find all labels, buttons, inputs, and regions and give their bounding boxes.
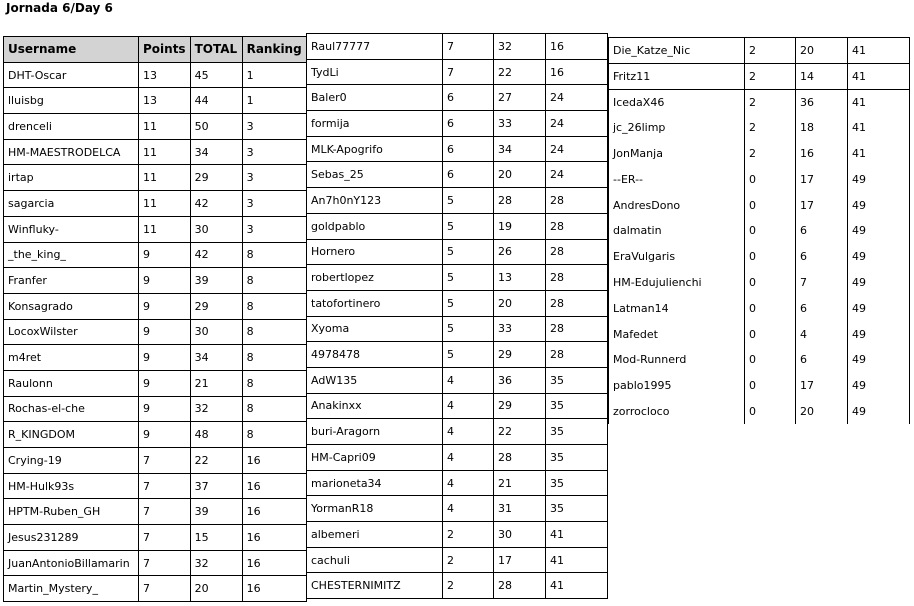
ranking-cell: 35 (546, 419, 608, 445)
header-ranking: Ranking (242, 37, 306, 63)
total-cell: 20 (494, 162, 546, 188)
total-cell: 18 (796, 115, 848, 141)
points-cell: 9 (139, 319, 191, 345)
username-cell: irtap (4, 165, 139, 191)
table-row (609, 115, 910, 141)
username-cell: buri-Aragorn (307, 419, 443, 445)
table-row (4, 396, 307, 422)
table-row (307, 393, 608, 419)
ranking-cell: 28 (546, 290, 608, 316)
total-cell: 34 (494, 136, 546, 162)
points-cell: 6 (443, 111, 494, 137)
total-cell: 42 (190, 242, 242, 268)
ranking-cell: 41 (546, 522, 608, 548)
total-cell: 17 (796, 166, 848, 192)
ranking-cell: 24 (546, 136, 608, 162)
total-cell: 20 (494, 290, 546, 316)
table-row (307, 342, 608, 368)
total-cell: 20 (796, 38, 848, 64)
ranking-cell: 3 (242, 114, 306, 140)
points-cell: 7 (443, 59, 494, 85)
username-cell: TydLi (307, 59, 443, 85)
total-cell: 16 (796, 141, 848, 167)
username-cell: sagarcia (4, 191, 139, 217)
table-row (307, 59, 608, 85)
table-row (4, 216, 307, 242)
points-cell: 4 (443, 445, 494, 471)
ranking-cell: 16 (242, 448, 306, 474)
points-cell: 9 (139, 293, 191, 319)
username-cell: Franfer (4, 268, 139, 294)
total-cell: 17 (494, 547, 546, 573)
username-cell: DHT-Oscar (4, 62, 139, 88)
ranking-cell: 24 (546, 162, 608, 188)
username-cell: Jesus231289 (4, 525, 139, 551)
ranking-cell: 8 (242, 242, 306, 268)
table-row (307, 522, 608, 548)
ranking-cell: 49 (848, 321, 910, 347)
table-row (609, 244, 910, 270)
total-cell: 30 (494, 522, 546, 548)
username-cell: m4ret (4, 345, 139, 371)
ranking-cell: 8 (242, 396, 306, 422)
total-cell: 30 (190, 216, 242, 242)
total-cell: 33 (494, 111, 546, 137)
table-row (609, 347, 910, 373)
points-cell: 9 (139, 345, 191, 371)
points-cell: 9 (139, 370, 191, 396)
username-cell: EraVulgaris (609, 244, 745, 270)
ranking-cell: 49 (848, 244, 910, 270)
points-cell: 4 (443, 496, 494, 522)
table-row (609, 141, 910, 167)
points-cell: 0 (745, 347, 796, 373)
ranking-cell: 41 (848, 63, 910, 89)
username-cell: Fritz11 (609, 63, 745, 89)
points-cell: 9 (139, 242, 191, 268)
total-cell: 33 (494, 316, 546, 342)
username-cell: Mod-Runnerd (609, 347, 745, 373)
username-cell: Latman14 (609, 295, 745, 321)
total-cell: 29 (190, 165, 242, 191)
points-cell: 5 (443, 342, 494, 368)
username-cell: lluisbg (4, 88, 139, 114)
username-cell: _the_king_ (4, 242, 139, 268)
table-row (307, 573, 608, 599)
table-row (609, 321, 910, 347)
ranking-cell: 49 (848, 192, 910, 218)
table-row (4, 139, 307, 165)
ranking-cell: 1 (242, 88, 306, 114)
username-cell: Raulonn (4, 370, 139, 396)
username-cell: HM-Hulk93s (4, 473, 139, 499)
points-cell: 11 (139, 139, 191, 165)
points-cell: 0 (745, 295, 796, 321)
total-cell: 50 (190, 114, 242, 140)
points-cell: 0 (745, 244, 796, 270)
ranking-cell: 3 (242, 139, 306, 165)
points-cell: 2 (443, 522, 494, 548)
table-row (4, 499, 307, 525)
total-cell: 21 (494, 470, 546, 496)
table-row (307, 547, 608, 573)
username-cell: Sebas_25 (307, 162, 443, 188)
total-cell: 34 (190, 345, 242, 371)
username-cell: formija (307, 111, 443, 137)
points-cell: 0 (745, 373, 796, 399)
username-cell: tatofortinero (307, 290, 443, 316)
points-cell: 7 (139, 473, 191, 499)
total-cell: 27 (494, 85, 546, 111)
username-cell: MLK-Apogrifo (307, 136, 443, 162)
table-row (307, 34, 608, 60)
ranking-cell: 16 (546, 34, 608, 60)
ranking-cell: 35 (546, 470, 608, 496)
points-cell: 2 (745, 63, 796, 89)
ranking-cell: 16 (242, 499, 306, 525)
points-cell: 5 (443, 290, 494, 316)
points-cell: 7 (139, 448, 191, 474)
total-cell: 6 (796, 218, 848, 244)
total-cell: 32 (190, 550, 242, 576)
table-row (4, 422, 307, 448)
ranking-cell: 49 (848, 218, 910, 244)
total-cell: 29 (494, 342, 546, 368)
points-cell: 0 (745, 399, 796, 425)
table-row (4, 191, 307, 217)
points-cell: 13 (139, 88, 191, 114)
username-cell: CHESTERNIMITZ (307, 573, 443, 599)
header-username: Username (4, 37, 139, 63)
total-cell: 45 (190, 62, 242, 88)
username-cell: R_KINGDOM (4, 422, 139, 448)
table-row (609, 192, 910, 218)
points-cell: 2 (745, 141, 796, 167)
ranking-cell: 35 (546, 367, 608, 393)
total-cell: 42 (190, 191, 242, 217)
ranking-cell: 1 (242, 62, 306, 88)
total-cell: 28 (494, 445, 546, 471)
username-cell: 4978478 (307, 342, 443, 368)
ranking-cell: 28 (546, 265, 608, 291)
total-cell: 21 (190, 370, 242, 396)
username-cell: drenceli (4, 114, 139, 140)
ranking-cell: 3 (242, 165, 306, 191)
ranking-cell: 8 (242, 422, 306, 448)
ranking-cell: 16 (546, 59, 608, 85)
username-cell: albemeri (307, 522, 443, 548)
table-row (4, 268, 307, 294)
ranking-cell: 49 (848, 399, 910, 425)
ranking-cell: 3 (242, 191, 306, 217)
points-cell: 0 (745, 218, 796, 244)
ranking-cell: 41 (848, 38, 910, 64)
ranking-table-3 (608, 37, 910, 424)
ranking-cell: 16 (242, 550, 306, 576)
total-cell: 22 (190, 448, 242, 474)
username-cell: Mafedet (609, 321, 745, 347)
username-cell: pablo1995 (609, 373, 745, 399)
points-cell: 6 (443, 136, 494, 162)
username-cell: Winfluky- (4, 216, 139, 242)
points-cell: 7 (139, 499, 191, 525)
username-cell: Crying-19 (4, 448, 139, 474)
points-cell: 5 (443, 188, 494, 214)
total-cell: 39 (190, 499, 242, 525)
ranking-cell: 49 (848, 166, 910, 192)
table-row (4, 319, 307, 345)
header-points: Points (139, 37, 191, 63)
table-row (307, 496, 608, 522)
points-cell: 4 (443, 470, 494, 496)
username-cell: AdW135 (307, 367, 443, 393)
ranking-cell: 16 (242, 576, 306, 602)
table-row (307, 136, 608, 162)
total-cell: 36 (796, 89, 848, 115)
points-cell: 0 (745, 321, 796, 347)
table-row (307, 419, 608, 445)
points-cell: 2 (745, 89, 796, 115)
header-total: TOTAL (190, 37, 242, 63)
ranking-cell: 24 (546, 111, 608, 137)
ranking-cell: 8 (242, 319, 306, 345)
username-cell: JuanAntonioBillamarin (4, 550, 139, 576)
total-cell: 4 (796, 321, 848, 347)
ranking-cell: 16 (242, 473, 306, 499)
table-row (4, 114, 307, 140)
ranking-cell: 8 (242, 268, 306, 294)
username-cell: cachuli (307, 547, 443, 573)
points-cell: 4 (443, 419, 494, 445)
table-row (307, 239, 608, 265)
points-cell: 11 (139, 165, 191, 191)
ranking-cell: 8 (242, 345, 306, 371)
total-cell: 15 (190, 525, 242, 551)
table-row (4, 370, 307, 396)
table-row (4, 448, 307, 474)
table-row (609, 270, 910, 296)
total-cell: 17 (796, 373, 848, 399)
total-cell: 22 (494, 59, 546, 85)
username-cell: YormanR18 (307, 496, 443, 522)
total-cell: 37 (190, 473, 242, 499)
ranking-cell: 8 (242, 370, 306, 396)
points-cell: 5 (443, 316, 494, 342)
table-row (4, 525, 307, 551)
table-row (4, 293, 307, 319)
username-cell: HM-Edujulienchi (609, 270, 745, 296)
points-cell: 0 (745, 192, 796, 218)
table-row (609, 373, 910, 399)
ranking-cell: 8 (242, 293, 306, 319)
total-cell: 20 (190, 576, 242, 602)
total-cell: 32 (190, 396, 242, 422)
table-row (307, 111, 608, 137)
points-cell: 7 (139, 525, 191, 551)
ranking-cell: 41 (546, 573, 608, 599)
points-cell: 9 (139, 268, 191, 294)
total-cell: 26 (494, 239, 546, 265)
points-cell: 9 (139, 422, 191, 448)
total-cell: 34 (190, 139, 242, 165)
total-cell: 32 (494, 34, 546, 60)
username-cell: HM-MAESTRODELCA (4, 139, 139, 165)
table-row (307, 85, 608, 111)
total-cell: 29 (494, 393, 546, 419)
page-title: Jornada 6/Day 6 (6, 1, 113, 15)
table-row (609, 63, 910, 89)
ranking-cell: 35 (546, 393, 608, 419)
points-cell: 5 (443, 213, 494, 239)
table-row (307, 470, 608, 496)
ranking-cell: 28 (546, 239, 608, 265)
username-cell: Martin_Mystery_ (4, 576, 139, 602)
ranking-cell: 49 (848, 373, 910, 399)
username-cell: jc_26limp (609, 115, 745, 141)
username-cell: An7h0nY123 (307, 188, 443, 214)
points-cell: 7 (139, 576, 191, 602)
points-cell: 9 (139, 396, 191, 422)
table-row (307, 290, 608, 316)
ranking-cell: 35 (546, 496, 608, 522)
username-cell: zorrocloco (609, 399, 745, 425)
total-cell: 29 (190, 293, 242, 319)
ranking-cell: 41 (848, 141, 910, 167)
points-cell: 11 (139, 191, 191, 217)
table-row (609, 89, 910, 115)
ranking-cell: 41 (848, 115, 910, 141)
points-cell: 2 (443, 573, 494, 599)
points-cell: 4 (443, 393, 494, 419)
ranking-cell: 35 (546, 445, 608, 471)
ranking-cell: 41 (848, 89, 910, 115)
table-row (609, 399, 910, 425)
points-cell: 5 (443, 239, 494, 265)
points-cell: 7 (443, 34, 494, 60)
total-cell: 39 (190, 268, 242, 294)
table-row (609, 295, 910, 321)
total-cell: 48 (190, 422, 242, 448)
table-row (4, 345, 307, 371)
ranking-cell: 41 (546, 547, 608, 573)
username-cell: HPTM-Ruben_GH (4, 499, 139, 525)
ranking-cell: 28 (546, 213, 608, 239)
points-cell: 7 (139, 550, 191, 576)
ranking-table-1 (3, 36, 307, 602)
username-cell: Anakinxx (307, 393, 443, 419)
username-cell: Raul77777 (307, 34, 443, 60)
username-cell: JonManja (609, 141, 745, 167)
table-row (609, 166, 910, 192)
points-cell: 6 (443, 162, 494, 188)
ranking-cell: 24 (546, 85, 608, 111)
points-cell: 2 (745, 38, 796, 64)
ranking-cell: 28 (546, 342, 608, 368)
username-cell: dalmatin (609, 218, 745, 244)
points-cell: 2 (443, 547, 494, 573)
table-row (609, 218, 910, 244)
username-cell: marioneta34 (307, 470, 443, 496)
points-cell: 11 (139, 216, 191, 242)
ranking-cell: 3 (242, 216, 306, 242)
ranking-cell: 49 (848, 295, 910, 321)
username-cell: --ER-- (609, 166, 745, 192)
table-header-row (4, 37, 307, 63)
points-cell: 6 (443, 85, 494, 111)
total-cell: 28 (494, 573, 546, 599)
username-cell: Rochas-el-che (4, 396, 139, 422)
table-row (4, 473, 307, 499)
username-cell: Hornero (307, 239, 443, 265)
table-row (4, 62, 307, 88)
points-cell: 0 (745, 166, 796, 192)
points-cell: 5 (443, 265, 494, 291)
username-cell: IcedaX46 (609, 89, 745, 115)
total-cell: 13 (494, 265, 546, 291)
points-cell: 0 (745, 270, 796, 296)
total-cell: 6 (796, 295, 848, 321)
points-cell: 2 (745, 115, 796, 141)
username-cell: Baler0 (307, 85, 443, 111)
total-cell: 14 (796, 63, 848, 89)
username-cell: Xyoma (307, 316, 443, 342)
total-cell: 6 (796, 244, 848, 270)
username-cell: LocoxWilster (4, 319, 139, 345)
table-row (307, 162, 608, 188)
points-cell: 11 (139, 114, 191, 140)
total-cell: 7 (796, 270, 848, 296)
table-row (4, 242, 307, 268)
total-cell: 17 (796, 192, 848, 218)
ranking-cell: 28 (546, 188, 608, 214)
total-cell: 6 (796, 347, 848, 373)
total-cell: 28 (494, 188, 546, 214)
username-cell: AndresDono (609, 192, 745, 218)
table-row (4, 88, 307, 114)
ranking-table-2 (306, 33, 608, 599)
table-row (307, 188, 608, 214)
username-cell: Konsagrado (4, 293, 139, 319)
total-cell: 31 (494, 496, 546, 522)
table-row (307, 265, 608, 291)
total-cell: 19 (494, 213, 546, 239)
table-row (4, 550, 307, 576)
total-cell: 44 (190, 88, 242, 114)
ranking-cell: 28 (546, 316, 608, 342)
table-row (307, 213, 608, 239)
username-cell: goldpablo (307, 213, 443, 239)
total-cell: 30 (190, 319, 242, 345)
table-row (307, 316, 608, 342)
points-cell: 4 (443, 367, 494, 393)
username-cell: robertlopez (307, 265, 443, 291)
total-cell: 36 (494, 367, 546, 393)
username-cell: Die_Katze_Nic (609, 38, 745, 64)
total-cell: 22 (494, 419, 546, 445)
total-cell: 20 (796, 399, 848, 425)
table-row (4, 165, 307, 191)
ranking-cell: 16 (242, 525, 306, 551)
table-row (307, 367, 608, 393)
points-cell: 13 (139, 62, 191, 88)
username-cell: HM-Capri09 (307, 445, 443, 471)
table-row (307, 445, 608, 471)
ranking-cell: 49 (848, 347, 910, 373)
table-row (609, 38, 910, 64)
ranking-cell: 49 (848, 270, 910, 296)
table-row (4, 576, 307, 602)
